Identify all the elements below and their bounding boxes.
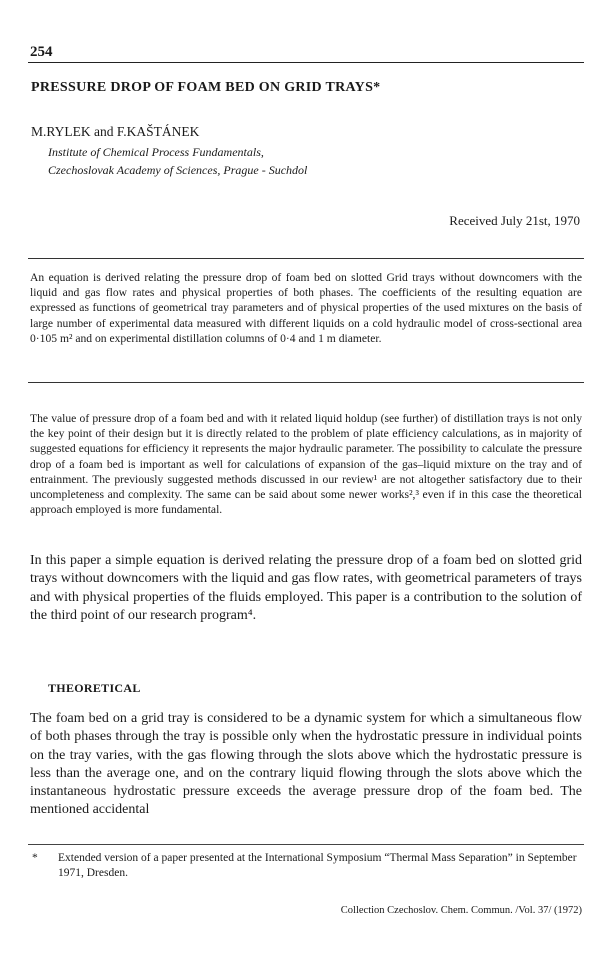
section-heading-theoretical: THEORETICAL xyxy=(48,681,141,695)
affiliation-line-2: Czechoslovak Academy of Sciences, Prague - Suchdol xyxy=(48,163,308,177)
footnote xyxy=(30,851,582,881)
journal-reference: Collection Czechoslov. Chem. Commun. /Vol. 37/ (1972) xyxy=(340,905,582,916)
abstract-bottom-rule xyxy=(28,382,584,383)
header-rule xyxy=(28,62,584,63)
paper-title: PRESSURE DROP OF FOAM BED ON GRID TRAYS* xyxy=(31,80,381,95)
abstract: An equation is derived relating the pressure drop of foam bed on slotted Grid trays without downcomers with the liquid and gas flow rates and physical properties of both phases. The coefficients of the resulting equation are expressed as functions of geometrical tray parameters and of physical properties of the used mixtures on the basis of large number of experimental data measured with different liquids on a cold hydraulic model of cross-sectional area 0·105 m² and on experimental distillation columns of 0·4 and 1 m diameter. xyxy=(30,271,582,345)
theoretical-paragraph: The foam bed on a grid tray is considered to be a dynamic system for which a simultaneous flow of both phases through the tray is possible only when the hydrostatic pressure in individual points on the tray varies, with the gas flowing through the slots above which the hydrostatic pressure is less than the average one, and on the contrary liquid flowing through the slots above which the instantaneous hydrostatic pressure exceeds the average pressure drop of the foam bed. The mentioned accidental xyxy=(30,711,582,818)
footnote-marker: * xyxy=(32,852,38,864)
affiliation-line-1: Institute of Chemical Process Fundamentals, xyxy=(48,145,264,159)
paper-scope-paragraph: In this paper a simple equation is derived relating the pressure drop of a foam bed on slotted grid trays without downcomers with the liquid and gas flow rates, with geometrical parameters of trays and with physical properties of the fluids employed. This paper is a contribution to the solution of the third point of our research program⁴. xyxy=(30,553,582,623)
page-number: 254 xyxy=(30,44,53,60)
footnote-rule xyxy=(28,844,584,845)
received-date: Received July 21st, 1970 xyxy=(449,213,580,228)
intro-paragraph: The value of pressure drop of a foam bed and with it related liquid holdup (see further) of distillation trays is not only the key point of their design but it is directly related to the problem of plate efficiency calculations, as in majority of suggested equations for efficiency it represents the major hydraulic parameter. The possibility to calculate the pressure drop of a foam bed is important as well for calculations of expansion of the gas–liquid mixture on the tray and of entrainment. The previously suggested methods discussed in our review¹ are not altogether satisfactory due to their uncompleteness and complexity. The same can be said about some newer works²,³ even if in this case the theoretical approach employed is more fundamental. xyxy=(30,412,582,517)
abstract-top-rule xyxy=(28,258,584,259)
authors: M.RYLEK and F.KAŠTÁNEK xyxy=(31,124,200,139)
footnote-text: Extended version of a paper presented at the International Symposium “Thermal Mass Separation” in September 1971, Dresden. xyxy=(58,852,577,879)
